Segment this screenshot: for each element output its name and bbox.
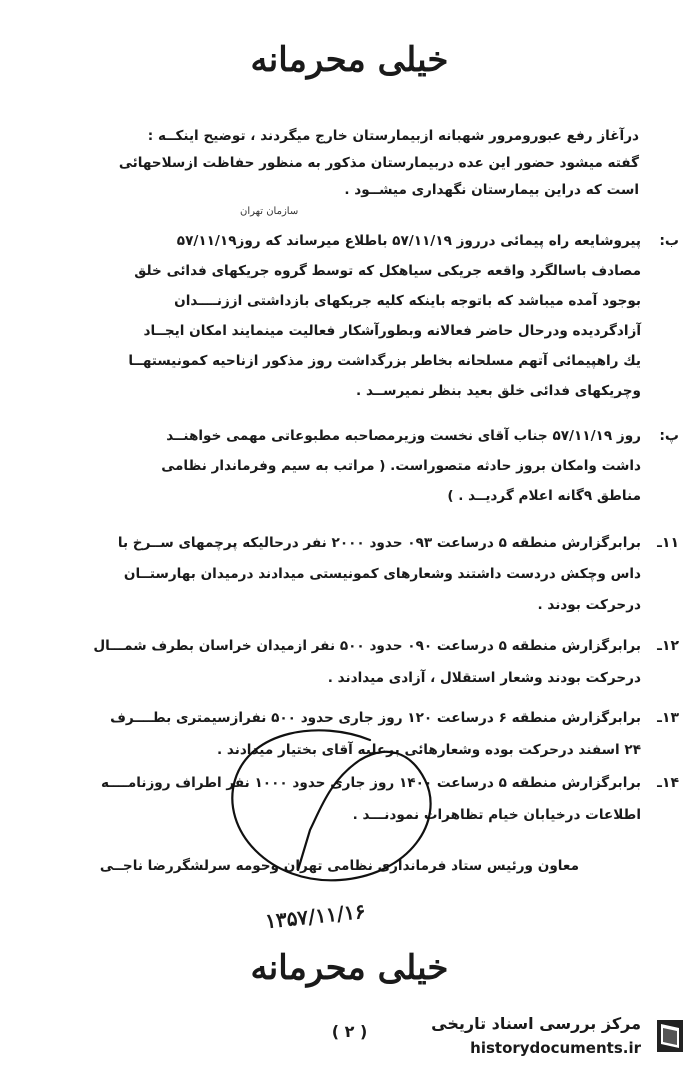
item-b-line: بوجود آمده میباشد که باتوجه باینکه کلیه جریکهای بازداشتی اززنــــدان xyxy=(174,293,641,309)
stamp-scribble xyxy=(210,700,450,900)
archive-logo-icon xyxy=(649,1014,691,1058)
intro-line: گفته میشود حضور این عده دربیمارستان مذکور به منظور حفاظت ازسلاحهائی xyxy=(118,155,639,171)
item-p-line: روز ۵۷/۱۱/۱۹ جناب آقای نخست وزیرمصاحبه مطبوعاتی مهمی خواهنــد xyxy=(166,428,641,444)
item-12-line: درحرکت بودند وشعار استقلال ، آزادی میدادند . xyxy=(327,670,641,686)
item-b-marker: ب: xyxy=(659,233,679,249)
handwritten-date: ۱۳۵۷/۱۱/۱۶ xyxy=(264,898,367,934)
signature-line: معاون ورئیس ستاد فرمانداری نظامی تهران وحومه سرلشگررضا ناجــی xyxy=(99,858,579,874)
item-14-number: ۱۴ـ xyxy=(657,775,679,791)
item-b-line: مصادف باسالگرد واقعه جریکی سیاهکل که توسط گروه جریکهای فدائی خلق xyxy=(134,263,641,279)
item-11-line: درحرکت بودند . xyxy=(537,597,641,613)
classification-footer: خیلی محرمانه xyxy=(250,948,449,988)
watermark-logo xyxy=(406,1012,691,1064)
item-12-number: ۱۲ـ xyxy=(657,638,679,654)
brand-name: مرکز بررسی اسناد تاریخی xyxy=(431,1014,641,1033)
item-11-line: برابرگزارش منطقه ۵ درساعت ۰۹۳ حدود ۲۰۰۰ نفر درحالیکه پرچمهای ســرخ با xyxy=(117,535,641,551)
brand-url: historydocuments.ir xyxy=(470,1039,641,1057)
item-b-line: یك راهپیمائی آتهم مسلحانه بخاطر بزرگداشت روز مذکور ازناحیه کمونیستهــا xyxy=(128,353,641,369)
item-14-line: اطلاعات درخیابان خیام تظاهرات نمودنـــد . xyxy=(352,807,641,823)
item-11-number: ۱۱ـ xyxy=(657,535,679,551)
item-14-line: برابرگزارش منطقه ۵ درساعت ۱۴۰۰ روز جاری حدود ۱۰۰۰ نفر اطراف روزنامــــه xyxy=(101,775,641,791)
item-13-line: برابرگزارش منطقه ۶ درساعت ۱۲۰ روز جاری حدود ۵۰۰ نفرازسیمتری بطــــرف xyxy=(110,710,641,726)
intro-line: است که دراین بیمارستان نگهداری میشــود . xyxy=(344,182,639,198)
item-b-line: وچریکهای فدائی خلق بعید بنظر نمیرســد . xyxy=(356,383,641,399)
handwritten-note: سازمان تهران xyxy=(240,206,299,217)
item-13-number: ۱۳ـ xyxy=(657,710,679,726)
item-p-line: مناطق ۹گانه اعلام گردیــد . ) xyxy=(447,488,641,504)
intro-line: درآغاز رفع عبورومرور شهبانه ازبیمارستان خارج میگردند ، توضیح اینکــه : xyxy=(147,128,639,144)
item-12-line: برابرگزارش منطقه ۵ درساعت ۰۹۰ حدود ۵۰۰ نفر ازمیدان خراسان بطرف شمـــال xyxy=(93,638,641,654)
page-number: ( ۲ ) xyxy=(331,1022,368,1041)
item-b-line: پیروشایعه راه پیمائی درروز ۵۷/۱۱/۱۹ باطلاع میرساند که روز۵۷/۱۱/۱۹ xyxy=(176,233,641,249)
item-p-marker: پ: xyxy=(659,428,679,444)
classification-header: خیلی محرمانه xyxy=(250,40,449,80)
item-11-line: داس وچکش دردست داشتند وشعارهای کمونیستی میدادند درمیدان بهارستــان xyxy=(123,566,641,582)
item-b-line: آزادگردیده ودرحال حاضر فعالانه وبطورآشکار فعالیت مینمایند امکان ایجــاد xyxy=(143,323,641,339)
item-p-line: داشت وامکان بروز حادثه متصوراست. ( مراتب به سیم وفرماندار نظامی xyxy=(161,458,641,474)
item-13-line: ۲۴ اسفند درحرکت بوده وشعارهائی برعلیه آقای بختیار میدادند . xyxy=(216,742,641,758)
